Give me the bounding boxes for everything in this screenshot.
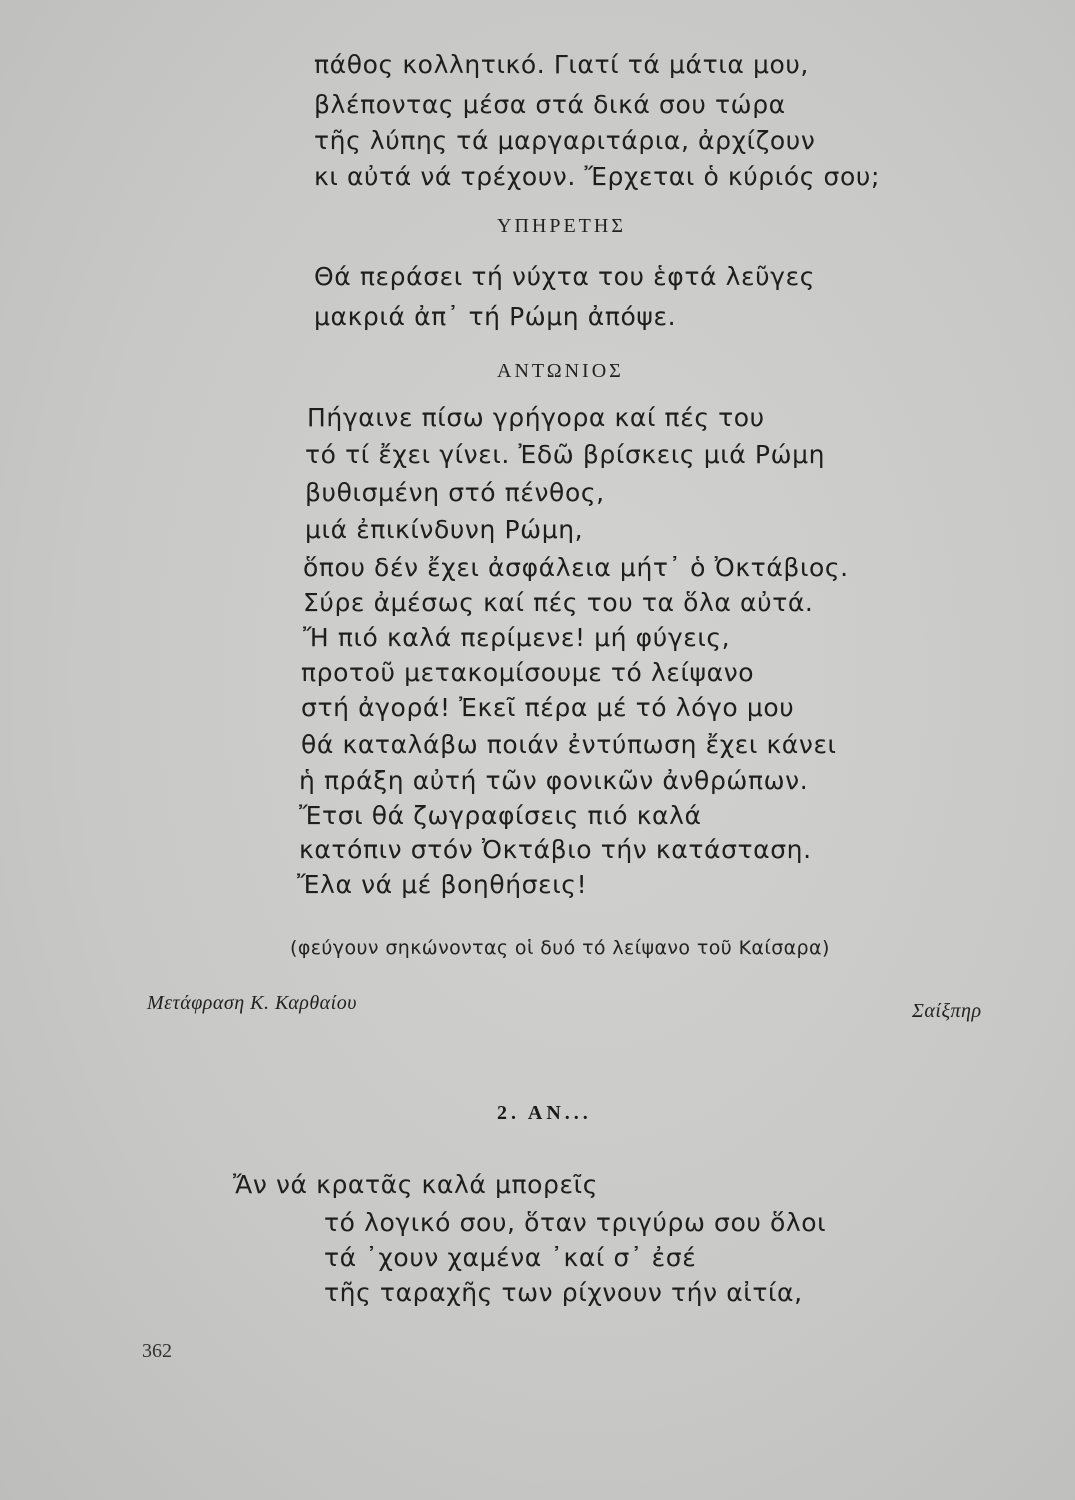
translator-credit: Μετάφραση Κ. Καρθαίου <box>147 992 357 1014</box>
verse-line: κι αὐτά νά τρέχουν. Ἔρχεται ὁ κύριός σου; <box>314 162 880 191</box>
verse-line: τό λογικό σου, ὅταν τριγύρω σου ὅλοι <box>324 1208 827 1237</box>
verse-line: ἡ πράξη αὐτή τῶν φονικῶν ἀνθρώπων. <box>299 766 809 795</box>
verse-line: μακριά ἀπ᾽ τή Ρώμη ἀπόψε. <box>314 302 677 331</box>
speaker-name: ΑΝΤΩΝΙΟΣ <box>497 360 624 382</box>
verse-line: κατόπιν στόν Ὀκτάβιο τήν κατάσταση. <box>299 835 812 864</box>
verse-line: τά ᾽χουν χαμένα ᾽καί σ᾽ ἐσέ <box>324 1243 697 1272</box>
verse-line: μιά ἐπικίνδυνη Ρώμη, <box>305 515 584 544</box>
verse-line: πάθος κολλητικό. Γιατί τά μάτια μου, <box>314 50 809 79</box>
verse-line: τῆς λύπης τά μαργαριτάρια, ἀρχίζουν <box>314 126 816 155</box>
verse-line: Θά περάσει τή νύχτα του ἑφτά λεῦγες <box>314 262 815 291</box>
verse-line: στή ἀγορά! Ἐκεῖ πέρα μέ τό λόγο μου <box>301 693 795 722</box>
verse-line: τό τί ἔχει γίνει. Ἐδῶ βρίσκεις μιά Ρώμη <box>305 440 826 469</box>
verse-line: βυθισμένη στό πένθος, <box>305 478 605 507</box>
page-number: 362 <box>142 1340 172 1362</box>
section-title: 2. ΑΝ... <box>497 1102 592 1124</box>
verse-line: Σύρε ἀμέσως καί πές του τα ὅλα αὐτά. <box>303 588 814 617</box>
verse-line: Ἔτσι θά ζωγραφίσεις πιό καλά <box>299 801 702 830</box>
speaker-name: ΥΠΗΡΕΤΗΣ <box>497 215 626 237</box>
verse-line: Ἔλα νά μέ βοηθήσεις! <box>297 870 588 899</box>
verse-line: τῆς ταραχῆς των ρίχνουν τήν αἰτία, <box>324 1278 803 1307</box>
author-credit: Σαίξπηρ <box>912 1000 982 1022</box>
verse-line: Ἄν νά κρατᾶς καλά μπορεῖς <box>233 1170 598 1199</box>
stage-direction: (φεύγουν σηκώνοντας οἱ δυό τό λείψανο τοῦ Καίσαρα) <box>290 937 830 959</box>
verse-line: βλέποντας μέσα στά δικά σου τώρα <box>314 90 786 119</box>
verse-line: Πήγαινε πίσω γρήγορα καί πές του <box>307 403 765 432</box>
verse-line: προτοῦ μετακομίσουμε τό λείψανο <box>301 658 755 687</box>
verse-line: Ἤ πιό καλά περίμενε! μή φύγεις, <box>303 623 731 652</box>
verse-line: θά καταλάβω ποιάν ἐντύπωση ἔχει κάνει <box>301 730 837 759</box>
verse-line: ὅπου δέν ἔχει ἀσφάλεια μήτ᾽ ὁ Ὀκτάβιος. <box>303 553 849 582</box>
